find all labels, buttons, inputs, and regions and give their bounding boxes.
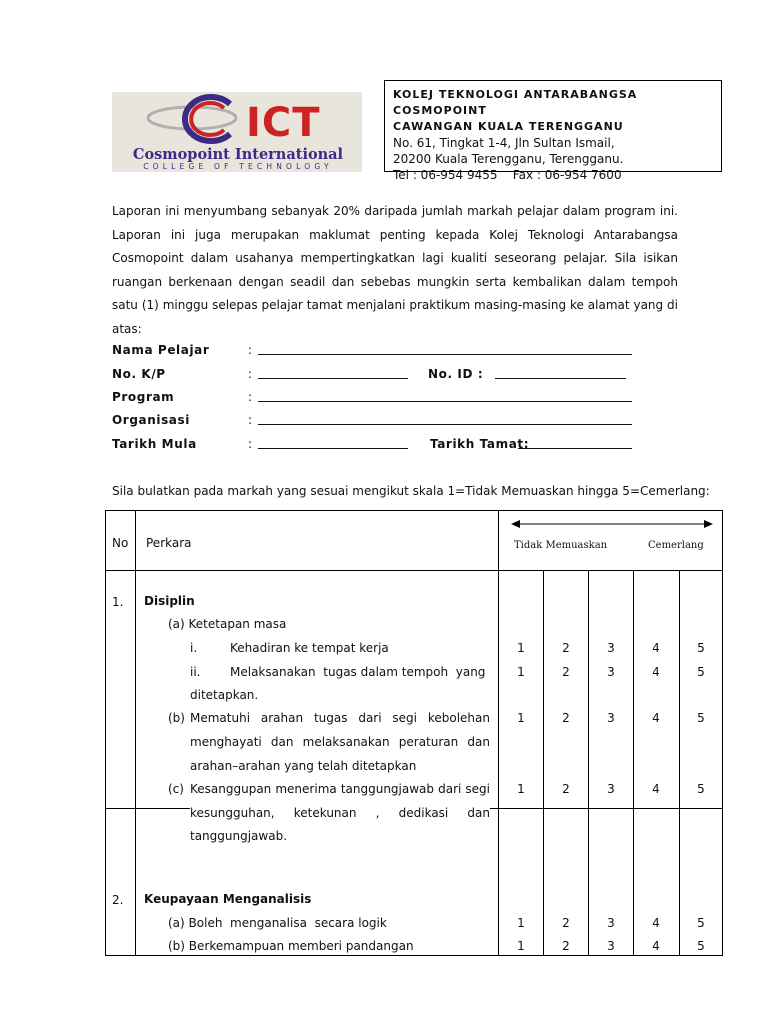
- item-text: Melaksanakan tugas dalam tempoh yang: [230, 665, 486, 679]
- address-line-4: 20200 Kuala Terengganu, Terengganu.: [393, 152, 624, 166]
- instruction-text: Sila bulatkan pada markah yang sesuai mengikut skala 1=Tidak Memuaskan hingga 5=Cemerlang:: [112, 484, 710, 498]
- col-divider-score-2: [588, 570, 589, 955]
- item-text: menghayati dan melaksanakan peraturan dan: [190, 735, 490, 749]
- nama-label: Nama Pelajar: [112, 343, 210, 357]
- header-perkara: Perkara: [146, 536, 192, 550]
- col-divider-score-4: [679, 570, 680, 955]
- item-text: (b) Berkemampuan memberi pandangan: [168, 939, 414, 953]
- address-line-1: KOLEJ TEKNOLOGI ANTARABANGSA COSMOPOINT: [393, 88, 638, 117]
- score-2[interactable]: 2: [562, 711, 570, 725]
- score-3[interactable]: 3: [607, 665, 615, 679]
- item-text: (a) Ketetapan masa: [168, 617, 287, 631]
- evaluation-table: [105, 510, 723, 956]
- item-text: (a) Boleh menganalisa secara logik: [168, 916, 387, 930]
- address-box: [384, 80, 722, 182]
- colon: :: [248, 413, 253, 427]
- colon: :: [248, 343, 253, 357]
- score-5[interactable]: 5: [697, 916, 705, 930]
- address-line-3: No. 61, Tingkat 1-4, Jln Sultan Ismail,: [393, 136, 615, 150]
- item-text: tanggungjawab.: [190, 829, 288, 843]
- section-title: Disiplin: [144, 594, 195, 608]
- header-divider: [106, 570, 722, 571]
- item-marker: (b): [168, 711, 185, 725]
- score-1[interactable]: 1: [517, 782, 525, 796]
- organisasi-label: Organisasi: [112, 413, 190, 427]
- score-1[interactable]: 1: [517, 916, 525, 930]
- item-text: arahan–arahan yang telah ditetapkan: [190, 759, 417, 773]
- colon: :: [248, 390, 253, 404]
- score-5[interactable]: 5: [697, 641, 705, 655]
- item-number: ii.: [190, 665, 201, 679]
- tarikh-mula-input-line[interactable]: [258, 437, 408, 449]
- score-4[interactable]: 4: [652, 782, 660, 796]
- score-5[interactable]: 5: [697, 711, 705, 725]
- section-number: 1.: [112, 595, 124, 609]
- nokp-label: No. K/P: [112, 367, 166, 381]
- logo-mark: ICT: [246, 100, 321, 146]
- header-no: No: [112, 536, 129, 550]
- colon: :: [248, 367, 253, 381]
- intro-paragraph: Laporan ini menyumbang sebanyak 20% daripada jumlah markah pelajar dalam program ini. Laporan ini juga merupakan maklumat penting kepada Kolej Teknologi Antarabangsa Cosmopoint dalam usahanya mempertingkatkan lagi kualiti seseorang pelajar. Sila isikan ruangan berkenaan dengan seadil dan sebebas mungkin serta kembalikan dalam tempoh satu (1) minggu selepas pelajar tamat menjalani praktikum masing-masing ke alamat yang di atas:: [112, 204, 678, 336]
- section-title: Keupayaan Menganalisis: [144, 892, 312, 906]
- item-text: ditetapkan.: [190, 688, 259, 702]
- scale-arrow-icon: [511, 517, 713, 531]
- score-3[interactable]: 3: [607, 939, 615, 953]
- item-text: kesungguhan, ketekunan , dedikasi dan: [190, 806, 490, 820]
- nokp-input-line[interactable]: [258, 367, 408, 379]
- col-divider-score-1: [543, 570, 544, 955]
- address-line-5: Tel : 06-954 9455 Fax : 06-954 7600: [393, 168, 622, 182]
- score-4[interactable]: 4: [652, 641, 660, 655]
- tarikh-tamat-label: Tarikh Tamat:: [430, 437, 530, 451]
- score-3[interactable]: 3: [607, 641, 615, 655]
- item-marker: (c): [168, 782, 184, 796]
- score-3[interactable]: 3: [607, 916, 615, 930]
- col-divider-perkara: [498, 511, 499, 955]
- logo-subtitle: COLLEGE OF TECHNOLOGY: [143, 162, 333, 171]
- item-number: i.: [190, 641, 198, 655]
- tarikh-tamat-input-line[interactable]: [518, 437, 632, 449]
- score-5[interactable]: 5: [697, 665, 705, 679]
- program-input-line[interactable]: [258, 390, 632, 402]
- item-text: Kesanggupan menerima tanggungjawab dari segi: [190, 782, 490, 796]
- score-2[interactable]: 2: [562, 916, 570, 930]
- col-divider-score-3: [633, 570, 634, 955]
- colon: :: [248, 437, 253, 451]
- college-logo: [112, 92, 362, 172]
- score-1[interactable]: 1: [517, 939, 525, 953]
- score-5[interactable]: 5: [697, 939, 705, 953]
- score-2[interactable]: 2: [562, 665, 570, 679]
- score-1[interactable]: 1: [517, 665, 525, 679]
- noid-label: No. ID :: [428, 367, 484, 381]
- score-4[interactable]: 4: [652, 916, 660, 930]
- scale-high-label: Cemerlang: [648, 540, 704, 551]
- score-1[interactable]: 1: [517, 711, 525, 725]
- item-text: Mematuhi arahan tugas dari segi kebolehan: [190, 711, 490, 725]
- tarikh-mula-label: Tarikh Mula: [112, 437, 197, 451]
- scale-low-label: Tidak Memuaskan: [514, 540, 608, 551]
- score-2[interactable]: 2: [562, 939, 570, 953]
- section-number: 2.: [112, 893, 124, 907]
- program-label: Program: [112, 390, 175, 404]
- organisasi-input-line[interactable]: [258, 413, 632, 425]
- nama-input-line[interactable]: [258, 343, 632, 355]
- score-3[interactable]: 3: [607, 711, 615, 725]
- noid-input-line[interactable]: [495, 367, 626, 379]
- score-5[interactable]: 5: [697, 782, 705, 796]
- item-text: Kehadiran ke tempat kerja: [230, 641, 389, 655]
- score-1[interactable]: 1: [517, 641, 525, 655]
- score-2[interactable]: 2: [562, 782, 570, 796]
- col-divider-no: [135, 511, 136, 955]
- score-4[interactable]: 4: [652, 939, 660, 953]
- score-4[interactable]: 4: [652, 711, 660, 725]
- address-line-2: CAWANGAN KUALA TERENGGANU: [393, 120, 624, 133]
- logo-name: Cosmopoint International: [132, 146, 344, 163]
- score-3[interactable]: 3: [607, 782, 615, 796]
- score-2[interactable]: 2: [562, 641, 570, 655]
- score-4[interactable]: 4: [652, 665, 660, 679]
